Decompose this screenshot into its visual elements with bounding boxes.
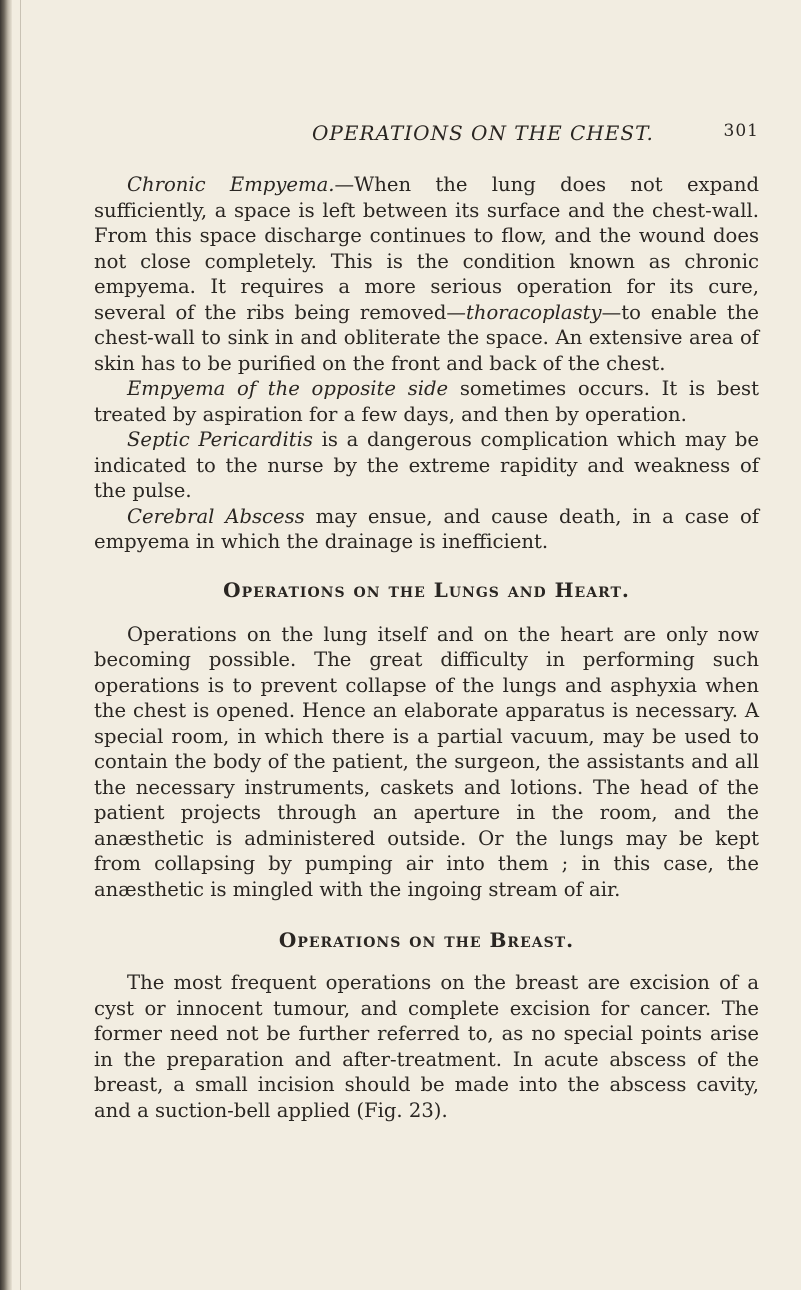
paragraph-lungs-heart: Operations on the lung itself and on the heart are only now becoming possible. The great difficulty in performing such operations is to prevent collapse of the lungs and asphyxia when the chest is opened. Hence an elaborate apparatus is necessary. A special room, in which there is a partial vacuum, may be used to contain the body of the patient, the surgeon, the assistants and all the necessary instruments, caskets and lotions. The head of the patient projects through an aperture in the room, and the anæsthetic is administered outside. Or the lungs may be kept from collapsing by pumping air into them ; in this case, the anæsthetic is mingled with the ingoing stream of air. [94, 622, 759, 901]
paragraph-text-tail: —to enable the chest-wall to sink in and obliterate the space. An extensive area of skin has to be purified on the front and back of the chest. [94, 300, 759, 375]
paragraph-chronic-empyema [94, 172, 759, 376]
page-edge-line [20, 0, 21, 1290]
lead-term: Cerebral Abscess [127, 504, 305, 528]
paragraph-text: is a dangerous complication which may be indicated to the nurse by the extreme rapidity and weakness of the pulse. [94, 428, 759, 502]
paragraph-empyema-opposite-side [94, 376, 759, 427]
paragraph-septic-pericarditis [94, 427, 759, 504]
paragraph-text: may ensue, and cause death, in a case of empyema in which the drainage is inefficient. [94, 504, 759, 553]
paragraph-text: —When the lung does not expand sufficiently, a space is left between its surface and the chest-wall. From this space discharge continues to flow, and the wound does not close completely. This is the condition known as chronic empyema. It requires a more serious operation for its cure, several of the ribs being removed— [94, 173, 759, 324]
page-number: 301 [723, 121, 759, 141]
paragraph-cerebral-abscess [94, 504, 759, 555]
running-head [94, 121, 759, 151]
lead-term: Septic Pericarditis [127, 428, 313, 451]
running-head-title: OPERATIONS ON THE CHEST. [312, 121, 654, 145]
paragraph-breast: The most frequent operations on the breast are excision of a cyst or innocent tumour, and complete excision for cancer. The former need not be further referred to, as no special points arise in the preparation and after-treatment. In acute abscess of the breast, a small incision should be made into the abscess cavity, and a suction-bell applied (Fig. 23). [94, 971, 759, 1122]
lead-term: Empyema of the opposite side [127, 377, 449, 400]
section-heading-breast: Operations on the Breast. [278, 928, 575, 952]
section-heading-lungs-heart: Operations on the Lungs and Heart. [223, 577, 630, 602]
book-spine-shadow [0, 0, 12, 1290]
inline-term: thoracoplasty [466, 300, 602, 324]
paragraph-text: sometimes occurs. It is best treated by aspiration for a few days, and then by operation. [94, 377, 759, 426]
book-page [94, 121, 759, 1123]
lead-term: Chronic Empyema. [127, 173, 335, 196]
